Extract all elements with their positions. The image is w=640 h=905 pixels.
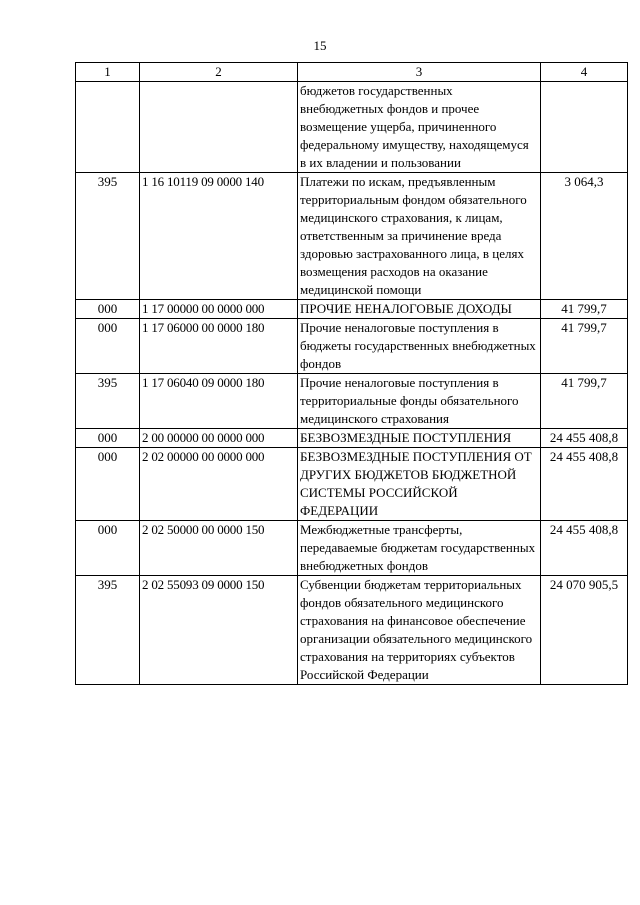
budget-code-cell: 2 02 50000 00 0000 150	[140, 521, 298, 576]
admin-code-cell: 000	[76, 300, 140, 319]
amount-cell: 24 455 408,8	[541, 521, 628, 576]
budget-code-cell: 2 02 00000 00 0000 000	[140, 448, 298, 521]
column-header-1: 1	[76, 63, 140, 82]
amount-cell: 41 799,7	[541, 374, 628, 429]
budget-code-cell: 2 02 55093 09 0000 150	[140, 576, 298, 685]
table-row	[76, 576, 628, 685]
admin-code-cell: 000	[76, 521, 140, 576]
table-row	[76, 521, 628, 576]
budget-code-cell	[140, 82, 298, 173]
amount-cell: 24 070 905,5	[541, 576, 628, 685]
amount-cell	[541, 82, 628, 173]
admin-code-cell: 395	[76, 576, 140, 685]
budget-code-cell: 1 16 10119 09 0000 140	[140, 173, 298, 300]
revenue-name-cell: Межбюджетные трансферты, передаваемые бюджетам государственных внебюджетных фондов	[298, 521, 541, 576]
table-row	[76, 82, 628, 173]
table-row	[76, 300, 628, 319]
table-row	[76, 319, 628, 374]
revenue-name-cell: бюджетов государственных внебюджетных фондов и прочее возмещение ущерба, причиненного федеральному имуществу, находящемуся в их владении и пользовании	[298, 82, 541, 173]
revenue-name-cell: БЕЗВОЗМЕЗДНЫЕ ПОСТУПЛЕНИЯ	[298, 429, 541, 448]
admin-code-cell	[76, 82, 140, 173]
table-row	[76, 374, 628, 429]
page-number: 15	[313, 38, 327, 53]
admin-code-cell: 000	[76, 319, 140, 374]
table-row	[76, 448, 628, 521]
table-row	[76, 173, 628, 300]
admin-code-cell: 000	[76, 429, 140, 448]
revenue-name-cell: Субвенции бюджетам территориальных фондов обязательного медицинского страхования на финансовое обеспечение организации обязательного медицинского страхования на территориях субъектов Российской Федерации	[298, 576, 541, 685]
budget-code-cell: 1 17 00000 00 0000 000	[140, 300, 298, 319]
amount-cell: 3 064,3	[541, 173, 628, 300]
amount-cell: 41 799,7	[541, 300, 628, 319]
amount-cell: 41 799,7	[541, 319, 628, 374]
budget-code-cell: 2 00 00000 00 0000 000	[140, 429, 298, 448]
amount-cell: 24 455 408,8	[541, 429, 628, 448]
admin-code-cell: 395	[76, 374, 140, 429]
table-row	[76, 429, 628, 448]
column-header-2: 2	[140, 63, 298, 82]
revenue-name-cell: Прочие неналоговые поступления в бюджеты государственных внебюджетных фондов	[298, 319, 541, 374]
amount-cell: 24 455 408,8	[541, 448, 628, 521]
table-header-row	[76, 63, 628, 82]
revenue-name-cell: Платежи по искам, предъявленным территориальным фондом обязательного медицинского страхования, к лицам, ответственным за причинение вреда здоровью застрахованного лица, в целях возмещения расходов на оказание медицинской помощи	[298, 173, 541, 300]
budget-revenue-table	[75, 62, 628, 685]
column-header-4: 4	[541, 63, 628, 82]
revenue-name-cell: Прочие неналоговые поступления в территориальные фонды обязательного медицинского страхования	[298, 374, 541, 429]
revenue-name-cell: БЕЗВОЗМЕЗДНЫЕ ПОСТУПЛЕНИЯ ОТ ДРУГИХ БЮДЖЕТОВ БЮДЖЕТНОЙ СИСТЕМЫ РОССИЙСКОЙ ФЕДЕРАЦИИ	[298, 448, 541, 521]
budget-code-cell: 1 17 06000 00 0000 180	[140, 319, 298, 374]
column-header-3: 3	[298, 63, 541, 82]
admin-code-cell: 000	[76, 448, 140, 521]
budget-code-cell: 1 17 06040 09 0000 180	[140, 374, 298, 429]
admin-code-cell: 395	[76, 173, 140, 300]
revenue-name-cell: ПРОЧИЕ НЕНАЛОГОВЫЕ ДОХОДЫ	[298, 300, 541, 319]
